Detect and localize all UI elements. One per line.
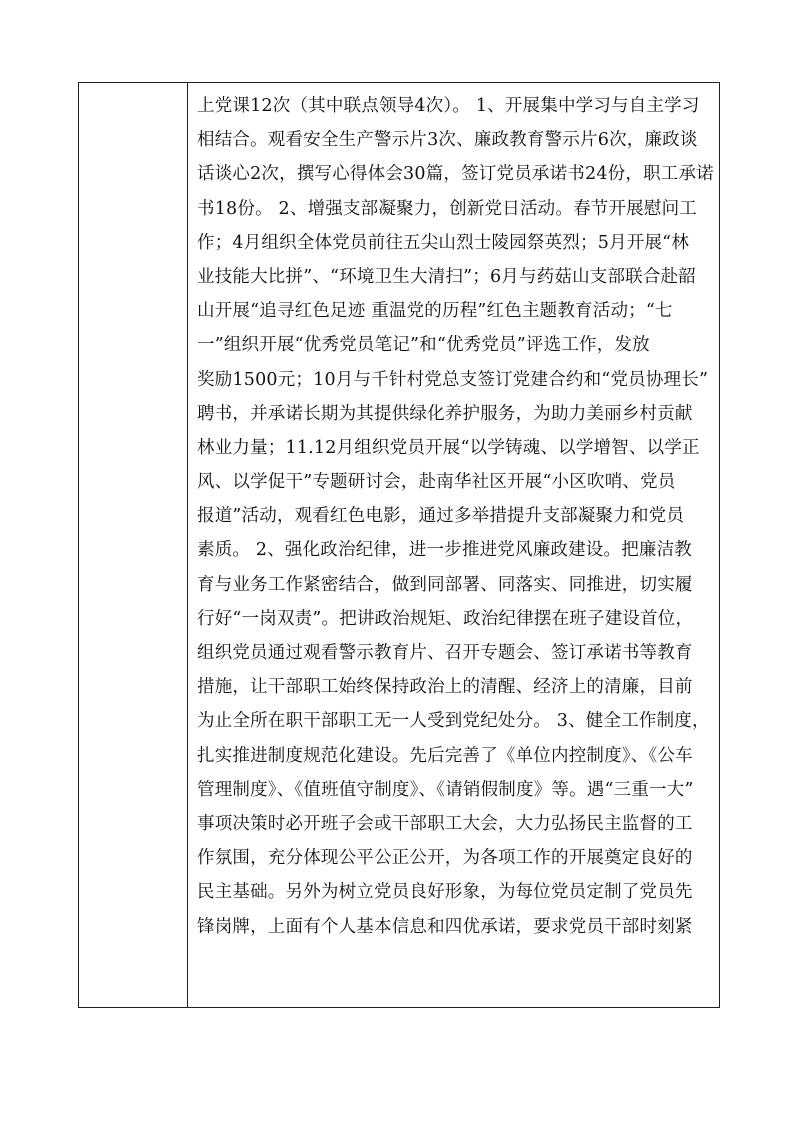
text-line: 作；4月组织全体党员前往五尖山烈士陵园祭英烈；5月开展“林: [197, 232, 690, 253]
text-line: 业技能大比拼”、“环境卫生大清扫”；6月与药菇山支部联合赴韶: [197, 266, 696, 287]
text-line: 书18份。 2、增强支部凝聚力，创新党日活动。春节开展慰问工: [197, 198, 697, 219]
text-line: 奖励1500元；10月与千针村党总支签订党建合约和“党员协理长”: [197, 369, 709, 390]
text-line: 作氛围，充分体现公平公正公开，为各项工作的开展奠定良好的: [197, 848, 693, 869]
text-line: 行好“一岗双责”。把讲政治规矩、政治纪律摆在班子建设首位，: [197, 608, 694, 629]
text-line: 上党课12次（其中联点领导4次）。 1、开展集中学习与自主学习: [197, 96, 700, 116]
text-line: 话谈心2次，撰写心得体会30篇，签订党员承诺书24份，职工承诺: [197, 164, 714, 185]
text-line: 措施，让干部职工始终保持政治上的清醒、经济上的清廉，目前: [197, 677, 693, 698]
content-cell: [197, 89, 714, 944]
text-line: 聘书，并承诺长期为其提供绿化养护服务，为助力美丽乡村贡献: [197, 403, 693, 424]
text-line: 锋岗牌，上面有个人基本信息和四优承诺，要求党员干部时刻紧: [197, 916, 693, 937]
text-line: 风、以学促干”专题研讨会，赴南华社区开展“小区吹哨、党员: [197, 472, 676, 493]
column-divider: [187, 83, 188, 1007]
text-line: 育与业务工作紧密结合，做到同部署、同落实、同推进，切实履: [197, 574, 693, 595]
text-line: 民主基础。另外为树立党员良好形象，为每位党员定制了党员先: [197, 882, 693, 903]
text-line: 组织党员通过观看警示教育片、召开专题会、签订承诺书等教育: [197, 643, 693, 663]
text-line: 为止全所在职干部职工无一人受到党纪处分。 3、健全工作制度，: [197, 711, 710, 732]
text-line: 素质。 2、强化政治纪律，进一步推进党风廉政建设。把廉洁教: [197, 540, 692, 561]
text-line: 扎实推进制度规范化建设。先后完善了《单位内控制度》、《公车: [197, 745, 693, 766]
text-line: 山开展“追寻红色足迹 重温党的历程”红色主题教育活动；“七: [197, 301, 673, 322]
text-line: 一”组织开展“优秀党员笔记”和“优秀党员”评选工作，发放: [197, 335, 650, 356]
text-line: 事项决策时必开班子会或干部职工大会，大力弘扬民主监督的工: [197, 813, 693, 834]
text-line: 林业力量；11.12月组织党员开展“以学铸魂、以学增智、以学正: [197, 437, 700, 458]
table-frame: [78, 82, 720, 1008]
text-line: 报道”活动，观看红色电影，通过多举措提升支部凝聚力和党员: [197, 506, 685, 527]
text-line: 管理制度》、《值班值守制度》、《请销假制度》等。遇“三重一大”: [197, 779, 694, 800]
text-line: 相结合。观看安全生产警示片3次、廉政教育警示片6次，廉政谈: [197, 130, 698, 151]
